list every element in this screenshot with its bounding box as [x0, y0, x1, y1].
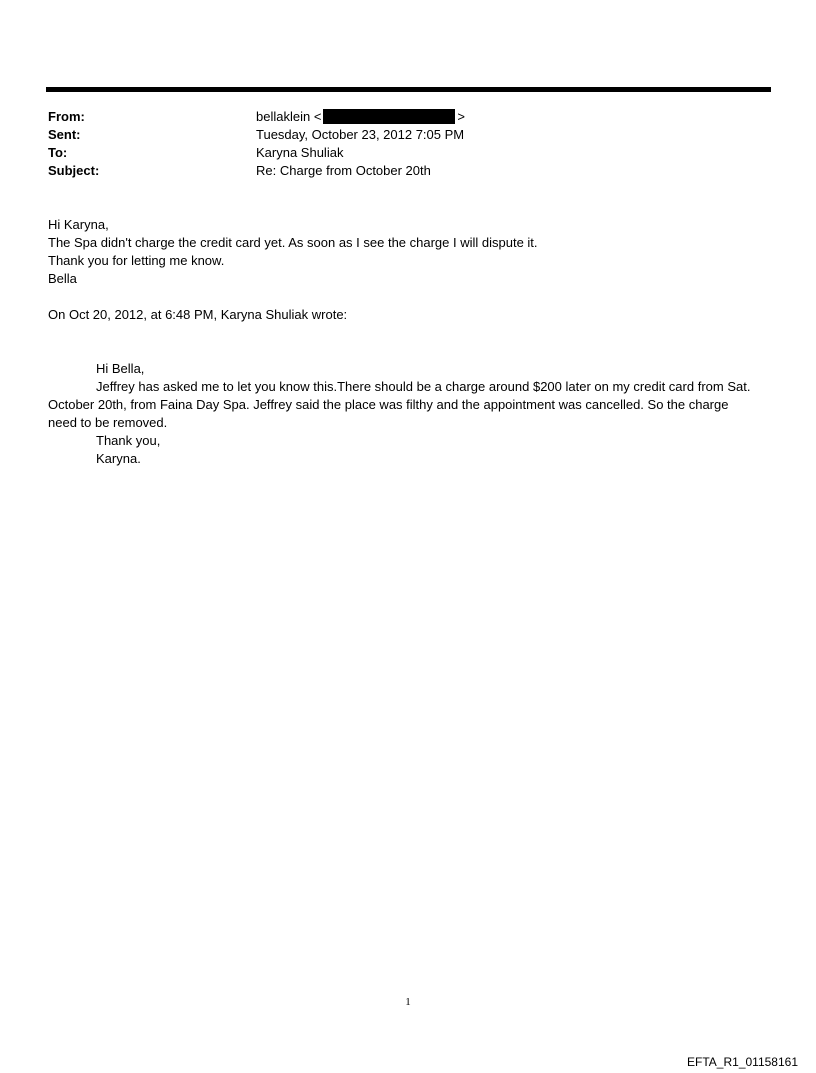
redaction-block: [323, 109, 455, 124]
subject-value: Re: Charge from October 20th: [256, 163, 431, 178]
email-body: [48, 216, 768, 468]
subject-row: [48, 162, 768, 180]
quoted-paragraph: Jeffrey has asked me to let you know this.There should be a charge around $200 later on my credit card from Sat. October 20th, from Faina Day Spa. Jeffrey said the place was filthy and the appointment was cancelled. So the charge need to be removed.: [48, 379, 751, 430]
document-id: EFTA_R1_01158161: [687, 1055, 798, 1069]
sent-label: Sent:: [48, 127, 81, 142]
to-value: Karyna Shuliak: [256, 145, 344, 160]
from-label: From:: [48, 109, 85, 124]
email-header: [48, 108, 768, 180]
quoted-message: [48, 360, 768, 468]
from-suffix: >: [457, 109, 465, 124]
sent-value: Tuesday, October 23, 2012 7:05 PM: [256, 127, 465, 142]
reply-signoff: Bella: [48, 271, 77, 286]
quote-intro: On Oct 20, 2012, at 6:48 PM, Karyna Shuliak wrote:: [48, 307, 348, 322]
subject-label: Subject:: [48, 163, 100, 178]
quoted-closing: Thank you,: [96, 433, 161, 448]
page-number: 1: [405, 996, 411, 1008]
from-value: [256, 108, 768, 126]
quoted-greeting: Hi Bella,: [96, 361, 145, 376]
reply-greeting: Hi Karyna,: [48, 217, 109, 232]
header-rule: [46, 87, 771, 92]
reply-line-2: Thank you for letting me know.: [48, 253, 225, 268]
to-label: To:: [48, 145, 68, 160]
quoted-signature: Karyna.: [96, 451, 141, 466]
spacer: [48, 288, 768, 306]
sent-row: [48, 126, 768, 144]
to-row: [48, 144, 768, 162]
from-name: bellaklein <: [256, 109, 322, 124]
spacer: [48, 324, 768, 360]
reply-line-1: The Spa didn't charge the credit card yet. As soon as I see the charge I will dispute it.: [48, 235, 538, 250]
from-row: [48, 108, 768, 126]
